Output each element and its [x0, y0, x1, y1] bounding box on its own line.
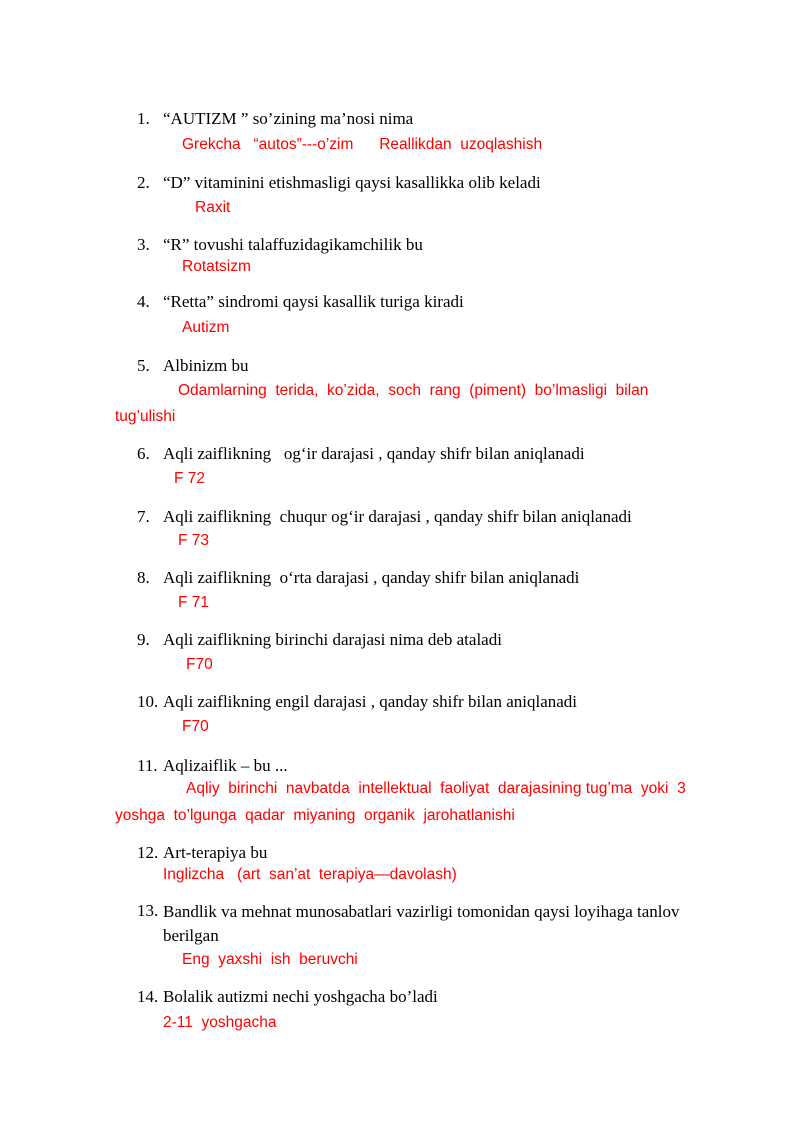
question-text: “Retta” sindromi qaysi kasallik turiga kiradi — [163, 292, 464, 311]
answer-6: F 72 — [174, 470, 206, 487]
answer-3: Rotatsizm — [182, 258, 251, 275]
question-text: Aqlizaiflik – bu ... — [163, 756, 288, 775]
question-number: 9. — [137, 630, 150, 649]
question-number: 4. — [137, 292, 150, 311]
question-number: 2. — [137, 173, 150, 192]
answer-4: Autizm — [182, 319, 230, 336]
answer-7: F 73 — [178, 532, 210, 549]
question-text: Aqli zaiflikning og‘ir darajasi , qanday shifr bilan aniqlanadi — [163, 444, 585, 463]
answer-13: Eng yaxshi ish beruvchi — [182, 951, 358, 968]
question-number: 10. — [137, 692, 159, 711]
answer-2: Raxit — [195, 199, 231, 216]
question-text: “D” vitaminini etishmasligi qaysi kasallikka olib keladi — [163, 173, 541, 192]
question-number: 8. — [137, 568, 150, 587]
answer-5-line-2: tug’ulishi — [115, 408, 176, 425]
question-text: Aqli zaiflikning chuqur og‘ir darajasi , qanday shifr bilan aniqlanadi — [163, 507, 632, 526]
question-number: 11. — [137, 756, 158, 775]
question-text: “AUTIZM ” so’zining ma’nosi nima — [163, 109, 414, 128]
question-text: Aqli zaiflikning o‘rta darajasi , qanday shifr bilan aniqlanadi — [163, 568, 580, 587]
question-text: Aqli zaiflikning engil darajasi , qanday shifr bilan aniqlanadi — [163, 692, 578, 711]
question-text: Aqli zaiflikning birinchi darajasi nima deb ataladi — [163, 630, 502, 649]
question-number: 6. — [137, 444, 150, 463]
question-number: 13. — [137, 901, 159, 920]
question-text: Bandlik va mehnat munosabatlari vazirligi tomonidan qaysi loyihaga tanlov berilgan — [163, 902, 680, 945]
answer-14: 2-11 yoshgacha — [163, 1014, 277, 1031]
question-number: 5. — [137, 356, 150, 375]
answer-1: Grekcha “autos”---o’zim Reallikdan uzoqlashish — [182, 136, 543, 153]
answer-9: F70 — [186, 656, 213, 673]
answer-10: F70 — [182, 718, 209, 735]
question-text: Art-terapiya bu — [163, 843, 268, 862]
answer-5-line-1: Odamlarning terida, ko’zida, soch rang (piment) bo’lmasligi bilan — [178, 382, 649, 399]
question-number: 14. — [137, 987, 159, 1006]
question-text: “R” tovushi talaffuzidagikamchilik bu — [163, 235, 423, 254]
question-number: 12. — [137, 843, 159, 862]
question-number: 3. — [137, 235, 150, 254]
question-number: 1. — [137, 109, 150, 128]
question-text: Bolalik autizmi nechi yoshgacha bo’ladi — [163, 987, 438, 1006]
question-number: 7. — [137, 507, 150, 526]
answer-11-line-1: Aqliy birinchi navbatda intellektual faoliyat darajasining tug’ma yoki 3 — [186, 780, 686, 797]
answer-11-line-2: yoshga to’lgunga qadar miyaning organik jarohatlanishi — [115, 807, 515, 824]
question-text: Albinizm bu — [163, 356, 249, 375]
answer-8: F 71 — [178, 594, 210, 611]
answer-12: Inglizcha (art san’at terapiya—davolash) — [163, 866, 457, 883]
